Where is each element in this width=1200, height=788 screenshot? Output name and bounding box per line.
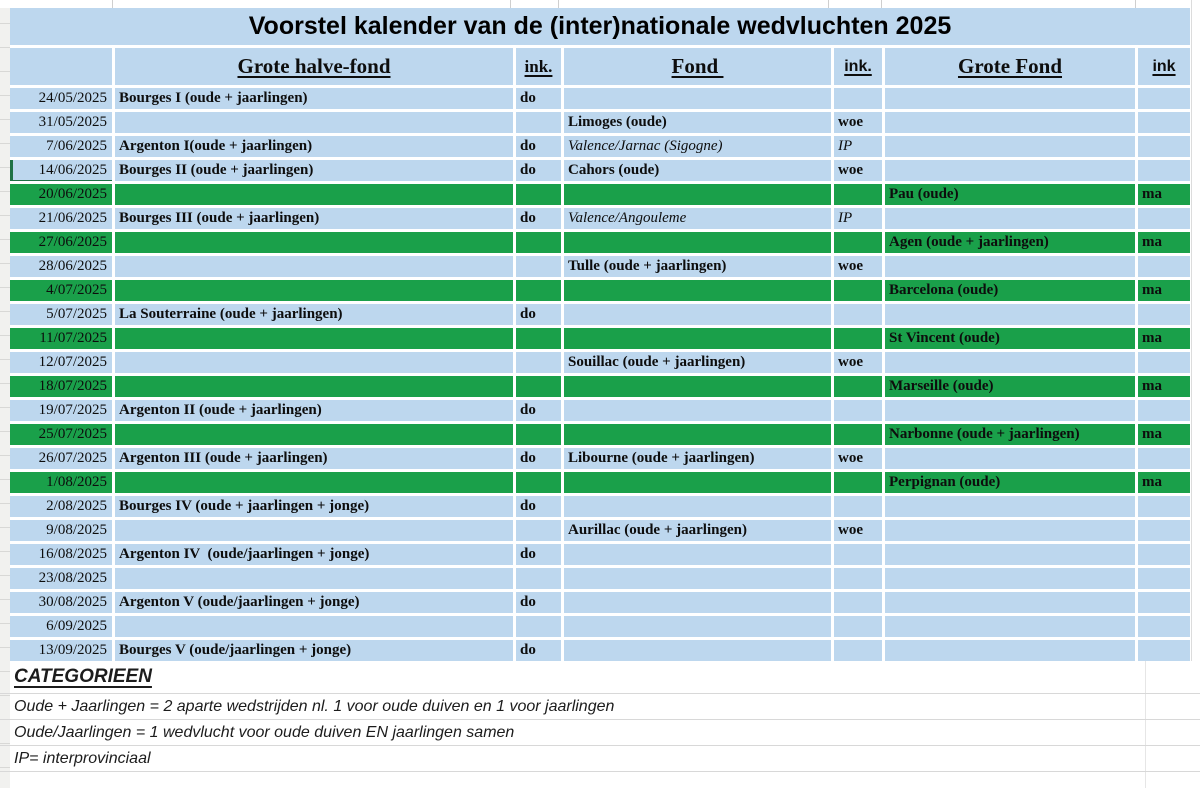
ink-cell[interactable]: [516, 616, 561, 637]
fond-cell[interactable]: Libourne (oude + jaarlingen): [564, 448, 831, 469]
grote-fond-cell[interactable]: [885, 88, 1135, 109]
grote-halve-fond-cell[interactable]: [115, 376, 513, 397]
date-cell[interactable]: 4/07/2025: [10, 280, 112, 301]
ink-cell[interactable]: [834, 568, 882, 589]
grote-fond-cell[interactable]: [885, 496, 1135, 517]
gridline-tick: [112, 0, 113, 8]
ink-cell[interactable]: [1138, 616, 1190, 637]
ink-cell[interactable]: do: [516, 160, 561, 181]
ink-cell[interactable]: [834, 472, 882, 493]
grote-halve-fond-cell[interactable]: Bourges I (oude + jaarlingen): [115, 88, 513, 109]
ink-cell[interactable]: [1138, 592, 1190, 613]
grote-fond-cell[interactable]: [885, 568, 1135, 589]
column-header-label: Fond: [671, 54, 724, 78]
grote-fond-cell[interactable]: [885, 304, 1135, 325]
date-cell[interactable]: 27/06/2025: [10, 232, 112, 253]
grote-fond-cell[interactable]: [885, 544, 1135, 565]
ink-cell[interactable]: [516, 352, 561, 373]
fond-cell[interactable]: [564, 328, 831, 349]
ink-cell[interactable]: [1138, 448, 1190, 469]
ink-cell[interactable]: [834, 424, 882, 445]
grote-fond-cell[interactable]: St Vincent (oude): [885, 328, 1135, 349]
date-cell[interactable]: 30/08/2025: [10, 592, 112, 613]
date-cell[interactable]: 31/05/2025: [10, 112, 112, 133]
gridline-tick: [510, 0, 511, 8]
date-cell[interactable]: 9/08/2025: [10, 520, 112, 541]
ink-cell[interactable]: [1138, 496, 1190, 517]
ink-cell[interactable]: [516, 472, 561, 493]
fond-cell[interactable]: [564, 232, 831, 253]
ink-cell[interactable]: [834, 304, 882, 325]
grote-fond-cell[interactable]: [885, 520, 1135, 541]
column-header-fond[interactable]: [564, 48, 831, 85]
grote-fond-cell[interactable]: [885, 592, 1135, 613]
fond-cell[interactable]: [564, 592, 831, 613]
ink-cell[interactable]: [516, 280, 561, 301]
fond-cell[interactable]: Souillac (oude + jaarlingen): [564, 352, 831, 373]
grote-fond-cell[interactable]: [885, 448, 1135, 469]
date-cell[interactable]: 18/07/2025: [10, 376, 112, 397]
category-note: Oude/Jaarlingen = 1 wedvlucht voor oude duiven EN jaarlingen samen: [0, 720, 1200, 746]
ink-cell[interactable]: [834, 616, 882, 637]
grote-fond-cell[interactable]: Narbonne (oude + jaarlingen): [885, 424, 1135, 445]
date-cell[interactable]: 25/07/2025: [10, 424, 112, 445]
ink-cell[interactable]: woe: [834, 256, 882, 277]
table-title[interactable]: Voorstel kalender van de (inter)nationale wedvluchten 2025: [10, 8, 1190, 45]
grote-fond-cell[interactable]: [885, 256, 1135, 277]
ink-cell[interactable]: [1138, 568, 1190, 589]
grote-halve-fond-cell[interactable]: Bourges IV (oude + jaarlingen + jonge): [115, 496, 513, 517]
fond-cell[interactable]: Valence/Jarnac (Sigogne): [564, 136, 831, 157]
ink-cell[interactable]: [1138, 400, 1190, 421]
grote-halve-fond-cell[interactable]: [115, 256, 513, 277]
ink-cell[interactable]: [834, 232, 882, 253]
categories-section: [0, 661, 1200, 772]
grote-halve-fond-cell[interactable]: [115, 232, 513, 253]
grote-halve-fond-cell[interactable]: [115, 472, 513, 493]
date-cell[interactable]: 20/06/2025: [10, 184, 112, 205]
date-cell[interactable]: 26/07/2025: [10, 448, 112, 469]
ink-cell[interactable]: woe: [834, 112, 882, 133]
ink-cell[interactable]: [516, 256, 561, 277]
grote-fond-cell[interactable]: [885, 616, 1135, 637]
ink-cell[interactable]: [834, 496, 882, 517]
grote-fond-cell[interactable]: [885, 352, 1135, 373]
column-header-ink-3[interactable]: [1138, 48, 1190, 85]
ink-cell[interactable]: ma: [1138, 376, 1190, 397]
grote-halve-fond-cell[interactable]: [115, 112, 513, 133]
ink-cell[interactable]: [516, 112, 561, 133]
grote-fond-cell[interactable]: Barcelona (oude): [885, 280, 1135, 301]
ink-cell[interactable]: ma: [1138, 472, 1190, 493]
ink-cell[interactable]: [834, 640, 882, 661]
fond-cell[interactable]: [564, 640, 831, 661]
ink-cell[interactable]: IP: [834, 136, 882, 157]
categories-heading-text: CATEGORIEEN: [14, 666, 152, 687]
column-header-label: Grote halve-fond: [237, 54, 391, 78]
gridline-tick: [881, 0, 882, 8]
category-note: IP= interprovinciaal: [0, 746, 1200, 772]
grote-halve-fond-cell[interactable]: [115, 328, 513, 349]
ink-cell[interactable]: [516, 520, 561, 541]
fond-cell[interactable]: [564, 376, 831, 397]
date-cell[interactable]: 7/06/2025: [10, 136, 112, 157]
ink-cell[interactable]: do: [516, 592, 561, 613]
ink-cell[interactable]: [834, 592, 882, 613]
fond-cell[interactable]: Valence/Angouleme: [564, 208, 831, 229]
ink-cell[interactable]: ma: [1138, 424, 1190, 445]
fond-cell[interactable]: [564, 616, 831, 637]
grote-fond-cell[interactable]: [885, 160, 1135, 181]
grote-halve-fond-cell[interactable]: Argenton I(oude + jaarlingen): [115, 136, 513, 157]
ink-cell[interactable]: [834, 88, 882, 109]
ink-cell[interactable]: [1138, 112, 1190, 133]
ink-cell[interactable]: [834, 376, 882, 397]
grote-halve-fond-cell[interactable]: Argenton II (oude + jaarlingen): [115, 400, 513, 421]
grote-halve-fond-cell[interactable]: Argenton V (oude/jaarlingen + jonge): [115, 592, 513, 613]
ink-cell[interactable]: woe: [834, 352, 882, 373]
categories-heading: [0, 661, 1200, 694]
ink-cell[interactable]: [834, 184, 882, 205]
column-header-label: ink.: [524, 57, 553, 76]
column-header-grote-halve-fond[interactable]: [115, 48, 513, 85]
ink-cell[interactable]: ma: [1138, 232, 1190, 253]
grote-fond-cell[interactable]: [885, 136, 1135, 157]
category-note: Oude + Jaarlingen = 2 aparte wedstrijden nl. 1 voor oude duiven en 1 voor jaarlingen: [0, 694, 1200, 720]
grote-halve-fond-cell[interactable]: La Souterraine (oude + jaarlingen): [115, 304, 513, 325]
grote-halve-fond-cell[interactable]: Bourges V (oude/jaarlingen + jonge): [115, 640, 513, 661]
ink-cell[interactable]: [516, 424, 561, 445]
date-cell[interactable]: 6/09/2025: [10, 616, 112, 637]
grote-halve-fond-cell[interactable]: Bourges III (oude + jaarlingen): [115, 208, 513, 229]
ink-cell[interactable]: [516, 232, 561, 253]
ink-cell[interactable]: do: [516, 496, 561, 517]
grote-fond-cell[interactable]: Marseille (oude): [885, 376, 1135, 397]
date-cell[interactable]: 14/06/2025: [10, 160, 112, 181]
date-column-header[interactable]: [10, 48, 112, 85]
ink-cell[interactable]: do: [516, 640, 561, 661]
grote-halve-fond-cell[interactable]: Argenton IV (oude/jaarlingen + jonge): [115, 544, 513, 565]
ink-cell[interactable]: do: [516, 400, 561, 421]
ink-cell[interactable]: ma: [1138, 280, 1190, 301]
ink-cell[interactable]: [1138, 544, 1190, 565]
column-header-label: ink: [1152, 58, 1176, 75]
ink-cell[interactable]: [834, 280, 882, 301]
ink-cell[interactable]: [1138, 640, 1190, 661]
fond-cell[interactable]: [564, 568, 831, 589]
ink-cell[interactable]: do: [516, 544, 561, 565]
ink-cell[interactable]: [834, 328, 882, 349]
fond-cell[interactable]: [564, 280, 831, 301]
fond-cell[interactable]: [564, 544, 831, 565]
grote-halve-fond-cell[interactable]: [115, 568, 513, 589]
ink-cell[interactable]: [1138, 160, 1190, 181]
date-cell[interactable]: 19/07/2025: [10, 400, 112, 421]
ink-cell[interactable]: woe: [834, 160, 882, 181]
ink-cell[interactable]: do: [516, 136, 561, 157]
right-gutter-gridline: [1191, 0, 1192, 661]
grote-fond-cell[interactable]: [885, 400, 1135, 421]
column-header-ink-1[interactable]: [516, 48, 561, 85]
date-cell[interactable]: 5/07/2025: [10, 304, 112, 325]
fond-cell[interactable]: [564, 400, 831, 421]
grote-fond-cell[interactable]: Pau (oude): [885, 184, 1135, 205]
column-header-grote-fond[interactable]: [885, 48, 1135, 85]
date-cell[interactable]: 1/08/2025: [10, 472, 112, 493]
ink-cell[interactable]: do: [516, 88, 561, 109]
ink-cell[interactable]: do: [516, 208, 561, 229]
date-cell[interactable]: 21/06/2025: [10, 208, 112, 229]
calendar-table: [10, 8, 1190, 661]
date-cell[interactable]: 16/08/2025: [10, 544, 112, 565]
top-gridline-strip: [0, 0, 1200, 8]
fond-cell[interactable]: [564, 184, 831, 205]
fond-cell[interactable]: [564, 472, 831, 493]
ink-cell[interactable]: [516, 376, 561, 397]
date-cell[interactable]: 2/08/2025: [10, 496, 112, 517]
ink-cell[interactable]: [1138, 304, 1190, 325]
date-cell[interactable]: 24/05/2025: [10, 88, 112, 109]
ink-cell[interactable]: IP: [834, 208, 882, 229]
date-cell[interactable]: 28/06/2025: [10, 256, 112, 277]
ink-cell[interactable]: [516, 184, 561, 205]
fond-cell[interactable]: [564, 496, 831, 517]
grote-halve-fond-cell[interactable]: [115, 352, 513, 373]
fond-cell[interactable]: Tulle (oude + jaarlingen): [564, 256, 831, 277]
ink-cell[interactable]: ma: [1138, 184, 1190, 205]
ink-cell[interactable]: [1138, 520, 1190, 541]
grote-fond-cell[interactable]: [885, 640, 1135, 661]
column-header-ink-2[interactable]: [834, 48, 882, 85]
fond-cell[interactable]: [564, 424, 831, 445]
grote-fond-cell[interactable]: [885, 208, 1135, 229]
ink-cell[interactable]: [1138, 256, 1190, 277]
date-cell[interactable]: 13/09/2025: [10, 640, 112, 661]
ink-cell[interactable]: [516, 328, 561, 349]
ink-cell[interactable]: [1138, 208, 1190, 229]
grote-halve-fond-cell[interactable]: [115, 424, 513, 445]
grote-halve-fond-cell[interactable]: [115, 616, 513, 637]
gridline-tick: [1135, 0, 1136, 8]
ink-cell[interactable]: [1138, 136, 1190, 157]
ink-cell[interactable]: ma: [1138, 328, 1190, 349]
grote-fond-cell[interactable]: Perpignan (oude): [885, 472, 1135, 493]
column-header-label: Grote Fond: [957, 54, 1063, 78]
ink-cell[interactable]: do: [516, 448, 561, 469]
ink-cell[interactable]: [516, 568, 561, 589]
fond-cell[interactable]: [564, 88, 831, 109]
fond-cell[interactable]: [564, 304, 831, 325]
grote-fond-cell[interactable]: [885, 112, 1135, 133]
grote-fond-cell[interactable]: Agen (oude + jaarlingen): [885, 232, 1135, 253]
grote-halve-fond-cell[interactable]: [115, 280, 513, 301]
ink-cell[interactable]: [834, 400, 882, 421]
ink-cell[interactable]: woe: [834, 520, 882, 541]
date-cell[interactable]: 11/07/2025: [10, 328, 112, 349]
grote-halve-fond-cell[interactable]: Bourges II (oude + jaarlingen): [115, 160, 513, 181]
gridline-tick: [828, 0, 829, 8]
ink-cell[interactable]: [1138, 88, 1190, 109]
fond-cell[interactable]: Cahors (oude): [564, 160, 831, 181]
grote-halve-fond-cell[interactable]: Argenton III (oude + jaarlingen): [115, 448, 513, 469]
gridline-tick: [558, 0, 559, 8]
date-cell[interactable]: 23/08/2025: [10, 568, 112, 589]
ink-cell[interactable]: [1138, 352, 1190, 373]
grote-halve-fond-cell[interactable]: [115, 520, 513, 541]
column-header-label: ink.: [844, 58, 872, 75]
grote-halve-fond-cell[interactable]: [115, 184, 513, 205]
ink-cell[interactable]: woe: [834, 448, 882, 469]
ink-cell[interactable]: do: [516, 304, 561, 325]
ink-cell[interactable]: [834, 544, 882, 565]
fond-cell[interactable]: Aurillac (oude + jaarlingen): [564, 520, 831, 541]
date-cell[interactable]: 12/07/2025: [10, 352, 112, 373]
fond-cell[interactable]: Limoges (oude): [564, 112, 831, 133]
